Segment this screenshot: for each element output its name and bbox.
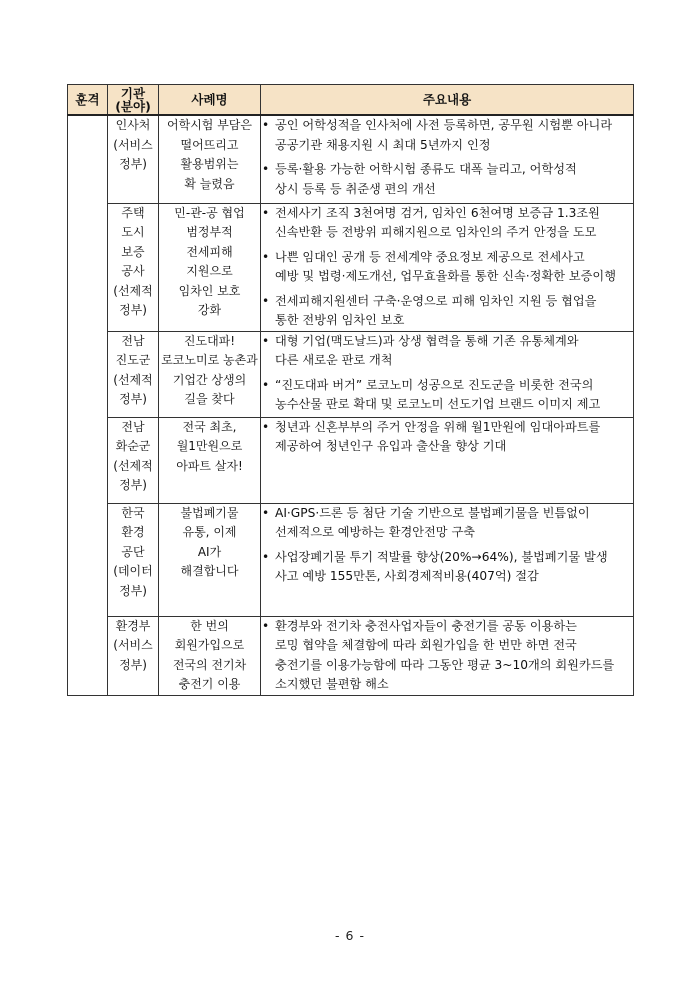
content-line: 충전기를 이용가능함에 따라 그동안 평균 3~10개의 회원카드를: [275, 657, 615, 672]
agency-line: 정부): [119, 303, 147, 317]
content-item: [261, 204, 633, 243]
content-cell: [261, 503, 634, 616]
table-row: [68, 115, 634, 203]
bullet-icon: •: [262, 377, 270, 392]
content-text: [275, 418, 633, 457]
agency-cell: [108, 203, 159, 331]
bullet-icon: •: [262, 333, 270, 348]
content-cell: [261, 115, 634, 203]
case-name-line: 전세피해: [186, 244, 233, 259]
content-text: [275, 160, 633, 199]
table-row: [68, 203, 634, 331]
case-name-cell: [159, 115, 261, 203]
content-text: [275, 248, 633, 287]
case-name-line: 지원으로: [186, 264, 233, 278]
content-line: 대형 기업(맥도날드)과 상생 협력을 통해 기존 유통체계와: [275, 333, 579, 348]
case-name-cell: [159, 417, 261, 503]
agency-cell: [108, 417, 159, 503]
table-row: [68, 417, 634, 503]
agency-cell: [108, 503, 159, 616]
content-line: “진도대파 버거” 로코노미 성공으로 진도군을 비롯한 전국의: [275, 377, 594, 392]
agency-line: 환경부: [115, 618, 151, 633]
agency-line: (데이터: [113, 564, 153, 578]
agency-line: 전남: [121, 333, 145, 348]
content-line: 전세피해지원센터 구축·운영으로 피해 임차인 지원 등 협업을: [275, 293, 597, 308]
table-row: [68, 503, 634, 616]
agency-line: 주택: [121, 205, 145, 220]
header-merit: 훈격: [68, 85, 108, 116]
agency-line: (선제적: [113, 372, 153, 387]
header-case: 사례명: [159, 85, 261, 116]
content-item: [261, 376, 633, 415]
case-name-cell: [159, 331, 261, 417]
header-content: 주요내용: [261, 85, 634, 116]
content-text: [275, 617, 633, 695]
bullet-icon: •: [262, 549, 270, 564]
case-name-line: 유통, 이제: [182, 525, 237, 539]
table-header-row: [68, 85, 634, 116]
agency-cell: [108, 331, 159, 417]
content-line: 사업장폐기물 투기 적발률 향상(20%→64%), 불법폐기물 발생: [275, 549, 608, 564]
content-line: 전세사기 조직 3천여명 검거, 임차인 6천여명 보증금 1.3조원: [275, 205, 600, 220]
content-line: 상시 등록 등 취준생 편의 개선: [275, 181, 436, 196]
case-name-line: AI가: [197, 544, 222, 559]
case-name-line: 길을 찾다: [184, 392, 235, 406]
content-cell: [261, 331, 634, 417]
header-agency: [108, 85, 159, 116]
case-name-line: 회원가입으로: [174, 638, 245, 652]
agency-line: 환경: [121, 525, 145, 539]
content-line: 사고 예방 155만톤, 사회경제적비용(407억) 절감: [275, 569, 539, 583]
content-text: [275, 292, 633, 331]
case-name-line: 해결합니다: [180, 564, 239, 578]
content-line: 예방 및 법령·제도개선, 업무효율화를 통한 신속·정확한 보증이행: [275, 269, 616, 283]
case-name-line: 기업간 상생의: [172, 372, 247, 387]
case-name-line: 진도대파!: [183, 333, 236, 348]
agency-line: 보증: [121, 244, 145, 259]
agency-line: 전남: [121, 419, 145, 434]
agency-line: (서비스: [113, 137, 153, 152]
content-line: 공인 어학성적을 인사처에 사전 등록하면, 공무원 시험뿐 아니라: [275, 118, 613, 132]
case-name-line: 떨어뜨리고: [180, 137, 239, 152]
agency-line: 공단: [121, 544, 145, 559]
content-line: 소지했던 불편함 해소: [275, 677, 389, 691]
agency-line: 한국: [121, 505, 145, 520]
page-number: - 6 -: [335, 928, 365, 943]
bullet-icon: •: [262, 419, 270, 434]
case-name-line: 민-관-공 협업: [174, 205, 245, 220]
content-line: AI·GPS·드론 등 첨단 기술 기반으로 불법폐기물을 빈틈없이: [275, 505, 590, 520]
bullet-icon: •: [262, 618, 270, 633]
table-row: [68, 616, 634, 695]
bullet-icon: •: [262, 505, 270, 520]
table-row: [68, 331, 634, 417]
case-name-line: 월1만원으로: [176, 439, 243, 453]
content-item: [261, 418, 633, 457]
agency-line: 진도군: [115, 353, 151, 367]
agency-line: 정부): [119, 657, 147, 672]
agency-line: 화순군: [115, 439, 151, 453]
agency-line: 정부): [119, 157, 147, 171]
agency-cell: [108, 616, 159, 695]
bullet-icon: •: [262, 118, 270, 132]
case-name-line: 로코노미로 농촌과: [161, 353, 258, 367]
case-name-line: 충전기 이용: [178, 677, 241, 691]
content-item: [261, 332, 633, 371]
content-line: 신속반환 등 전방위 피해지원으로 임차인의 주거 안정을 도모: [275, 225, 597, 239]
content-cell: [261, 417, 634, 503]
content-line: 등록·활용 가능한 어학시험 종류도 대폭 늘리고, 어학성적: [275, 162, 577, 176]
content-line: 청년과 신혼부부의 주거 안정을 위해 월1만원에 임대아파트를: [275, 419, 601, 434]
bullet-icon: •: [262, 162, 270, 176]
agency-line: 정부): [119, 392, 147, 406]
content-line: 로밍 협약을 체결함에 따라 회원가입을 한 번만 하면 전국: [275, 638, 577, 652]
content-text: [275, 504, 633, 543]
case-name-line: 범정부적: [186, 225, 233, 239]
content-item: [261, 292, 633, 331]
agency-line: (서비스: [113, 638, 153, 652]
agency-cell: [108, 115, 159, 203]
case-name-line: 활용범위는: [180, 157, 239, 171]
content-item: [261, 617, 633, 695]
content-line: 통한 전방위 임차인 보호: [275, 313, 405, 327]
case-name-line: 임차인 보호: [178, 283, 241, 298]
case-name-line: 아파트 살자!: [176, 458, 243, 473]
header-agency-line2: (분야): [115, 98, 151, 114]
content-item: [261, 248, 633, 287]
case-name-line: 확 늘렸음: [184, 176, 235, 191]
merit-cell: [68, 115, 108, 695]
award-table: [67, 84, 634, 696]
bullet-icon: •: [262, 293, 270, 308]
content-item: [261, 548, 633, 587]
agency-line: 정부): [119, 583, 147, 598]
content-text: [275, 332, 633, 371]
content-item: [261, 160, 633, 199]
case-name-line: 어학시험 부담은: [167, 118, 252, 132]
content-item: [261, 504, 633, 543]
content-cell: [261, 616, 634, 695]
content-text: [275, 204, 633, 243]
content-line: 제공하여 청년인구 유입과 출산율 향상 기대: [275, 439, 507, 453]
agency-line: 공사: [121, 264, 145, 278]
header-agency-line1: 기관: [120, 85, 146, 101]
agency-line: 정부): [119, 478, 147, 492]
content-line: 다른 새로운 판로 개척: [275, 353, 393, 367]
case-name-line: 전국 최초,: [182, 419, 237, 434]
agency-line: 도시: [121, 225, 145, 239]
agency-line: (선제적: [113, 458, 153, 473]
case-name-cell: [159, 503, 261, 616]
content-line: 농수산물 판로 확대 및 로코노미 선도기업 브랜드 이미지 제고: [275, 397, 601, 411]
case-name-line: 한 번의: [190, 618, 229, 633]
content-text: [275, 548, 633, 587]
bullet-icon: •: [262, 249, 270, 264]
content-line: 환경부와 전기차 충전사업자들이 충전기를 공동 이용하는: [275, 618, 577, 633]
content-line: 나쁜 임대인 공개 등 전세계약 중요정보 제공으로 전세사고: [275, 249, 585, 264]
bullet-icon: •: [262, 205, 270, 220]
agency-line: (선제적: [113, 283, 153, 298]
case-name-line: 불법폐기물: [180, 505, 239, 520]
content-line: 공공기관 채용지원 시 최대 5년까지 인정: [275, 137, 491, 152]
case-name-line: 전국의 전기차: [172, 657, 247, 672]
table-body: [68, 115, 634, 695]
case-name-cell: [159, 203, 261, 331]
content-text: [275, 376, 633, 415]
content-text: [275, 116, 633, 155]
case-name-line: 강화: [197, 303, 222, 317]
content-item: [261, 116, 633, 155]
agency-line: 인사처: [115, 118, 151, 132]
content-cell: [261, 203, 634, 331]
case-name-cell: [159, 616, 261, 695]
content-line: 선제적으로 예방하는 환경안전망 구축: [275, 525, 475, 539]
